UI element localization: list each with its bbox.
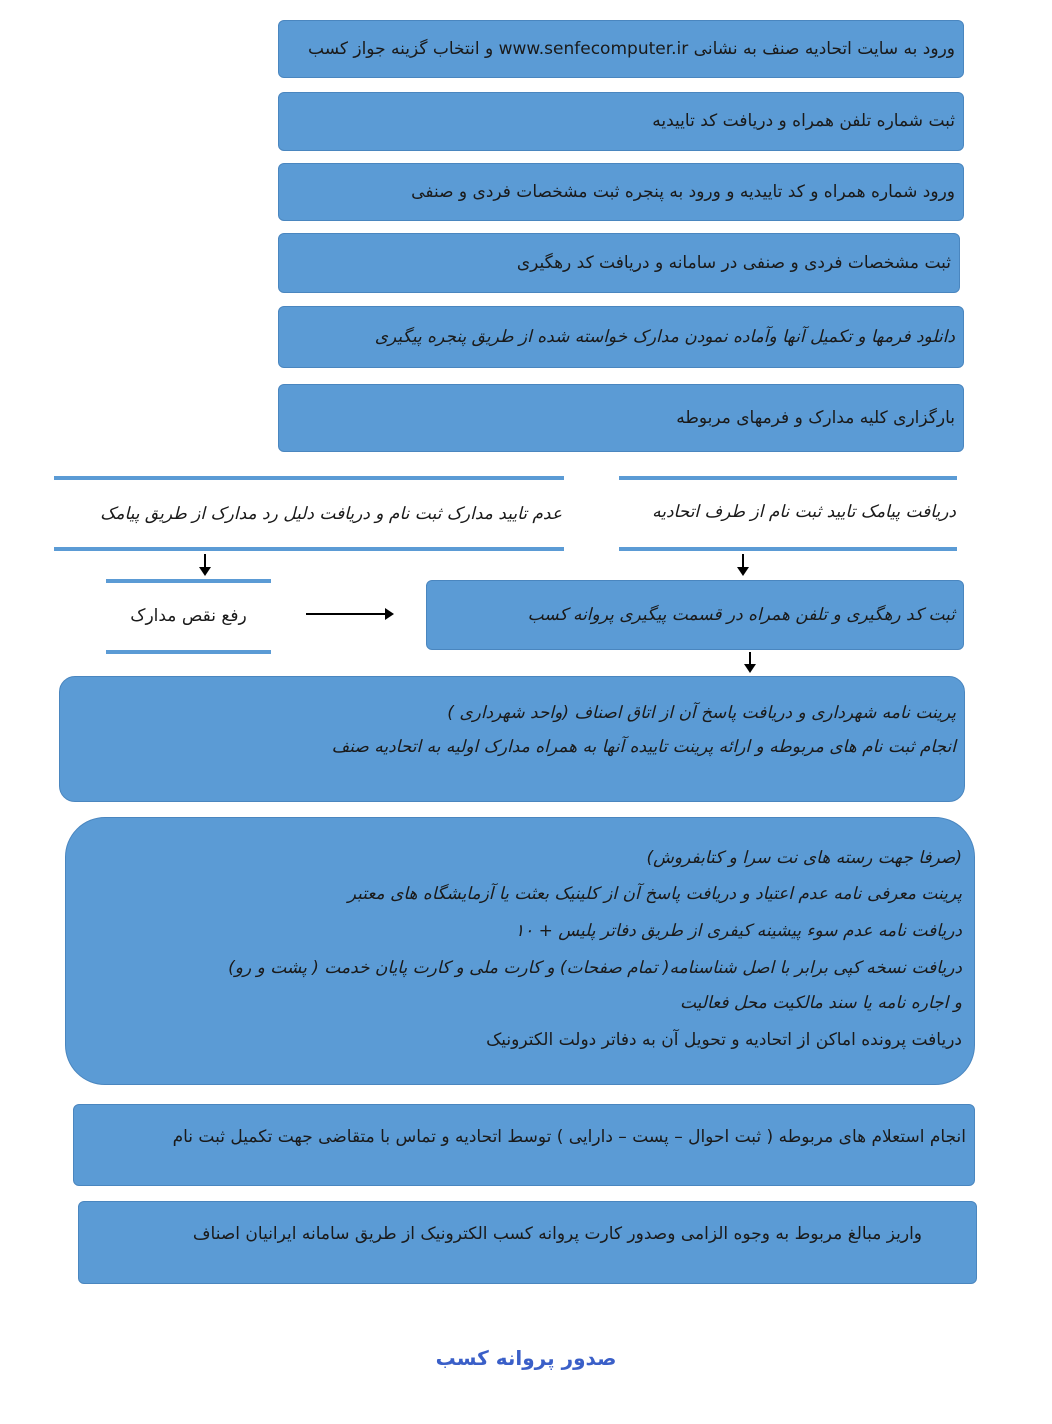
inquiry-text: انجام استعلام های مربوطه ( ثبت احوال – پست – دارایی ) توسط اتحادیه و تماس با متقاضی جهت تکمیل ثبت نام xyxy=(172,1127,966,1147)
step-2-text: ثبت شماره تلفن همراه و دریافت کد تاییدیه xyxy=(652,111,955,132)
extra-docs-line-4: دریافت نسخه کپی برابر با اصل شناسنامه( تمام صفحات) و کارت ملی و کارت پایان خدمت ( پشت و رو) xyxy=(228,958,962,978)
municipality-line-1: پرینت نامه شهرداری و دریافت پاسخ آن از اتاق اصناف (واحد شهرداری ) xyxy=(447,703,956,723)
step-3-text: ورود شماره همراه و کد تاییدیه و ورود به پنجره ثبت مشخصات فردی و صنفی xyxy=(411,181,955,202)
arrow-down-rejected xyxy=(204,554,206,568)
approved-top-bar xyxy=(619,476,957,480)
step-5-box xyxy=(278,306,964,368)
approved-bottom-bar xyxy=(619,547,957,551)
rejected-top-bar xyxy=(54,476,564,480)
final-result-title: صدور پروانه کسب xyxy=(435,1346,617,1370)
rejected-text: عدم تایید مدارک ثبت نام و دریافت دلیل رد مدارک از طریق پیامک xyxy=(100,504,562,524)
arrow-right-fix-to-tracking xyxy=(306,613,386,615)
step-1-box xyxy=(278,20,964,78)
arrow-down-approved xyxy=(742,554,744,568)
fix-docs-text: رفع نقص مدارک xyxy=(130,606,247,626)
tracking-box xyxy=(426,580,964,650)
step-4-box xyxy=(278,233,960,293)
fix-docs-top-bar xyxy=(106,579,271,583)
approved-text: دریافت پیامک تایید ثبت نام از طرف اتحادیه xyxy=(652,502,956,522)
step-4-text: ثبت مشخصات فردی و صنفی در سامانه و دریافت کد رهگیری xyxy=(516,252,951,273)
municipality-box xyxy=(59,676,965,802)
payment-text: واریز مبالغ مربوط به وجوه الزامی وصدور کارت پروانه کسب الکترونیک از طریق سامانه ایرانیان اصناف xyxy=(192,1224,922,1244)
payment-box xyxy=(78,1201,977,1284)
step-5-text: دانلود فرمها و تکمیل آنها وآماده نمودن مدارک خواسته شده از طریق پنجره پیگیری xyxy=(374,326,955,347)
arrow-down-tracking xyxy=(749,652,751,665)
extra-docs-line-1: (صرفا جهت رسته های نت سرا و کتابفروش) xyxy=(646,848,962,868)
inquiry-box xyxy=(73,1104,975,1186)
step-6-text: بارگزاری کلیه مدارک و فرمهای مربوطه xyxy=(676,407,955,428)
extra-docs-line-5: و اجاره نامه یا سند مالکیت محل فعالیت xyxy=(679,993,962,1013)
extra-docs-line-3: دریافت نامه عدم سوء پیشینه کیفری از طریق دفاتر پلیس + ۱۰ xyxy=(514,921,962,941)
step-2-box xyxy=(278,92,964,151)
extra-docs-box xyxy=(65,817,975,1085)
fix-docs-bottom-bar xyxy=(106,650,271,654)
step-6-box xyxy=(278,384,964,452)
step-3-box xyxy=(278,163,964,221)
step-1-text: ورود به سایت اتحادیه صنف به نشانی www.senfecomputer.ir و انتخاب گزینه جواز کسب xyxy=(308,38,955,59)
extra-docs-line-2: پرینت معرفی نامه عدم اعتیاد و دریافت پاسخ آن از کلینیک بعثت یا آزمایشگاه های معتبر xyxy=(347,884,962,904)
extra-docs-line-6: دریافت پرونده اماکن از اتحادیه و تحویل آن به دفاتر دولت الکترونیک xyxy=(486,1030,962,1050)
tracking-text: ثبت کد رهگیری و تلفن همراه در قسمت پیگیری پروانه کسب xyxy=(527,604,955,625)
rejected-bottom-bar xyxy=(54,547,564,551)
municipality-line-2: انجام ثبت نام های مربوطه و ارائه پرینت تاییده آنها به همراه مدارک اولیه به اتحادیه صنف xyxy=(331,737,956,757)
